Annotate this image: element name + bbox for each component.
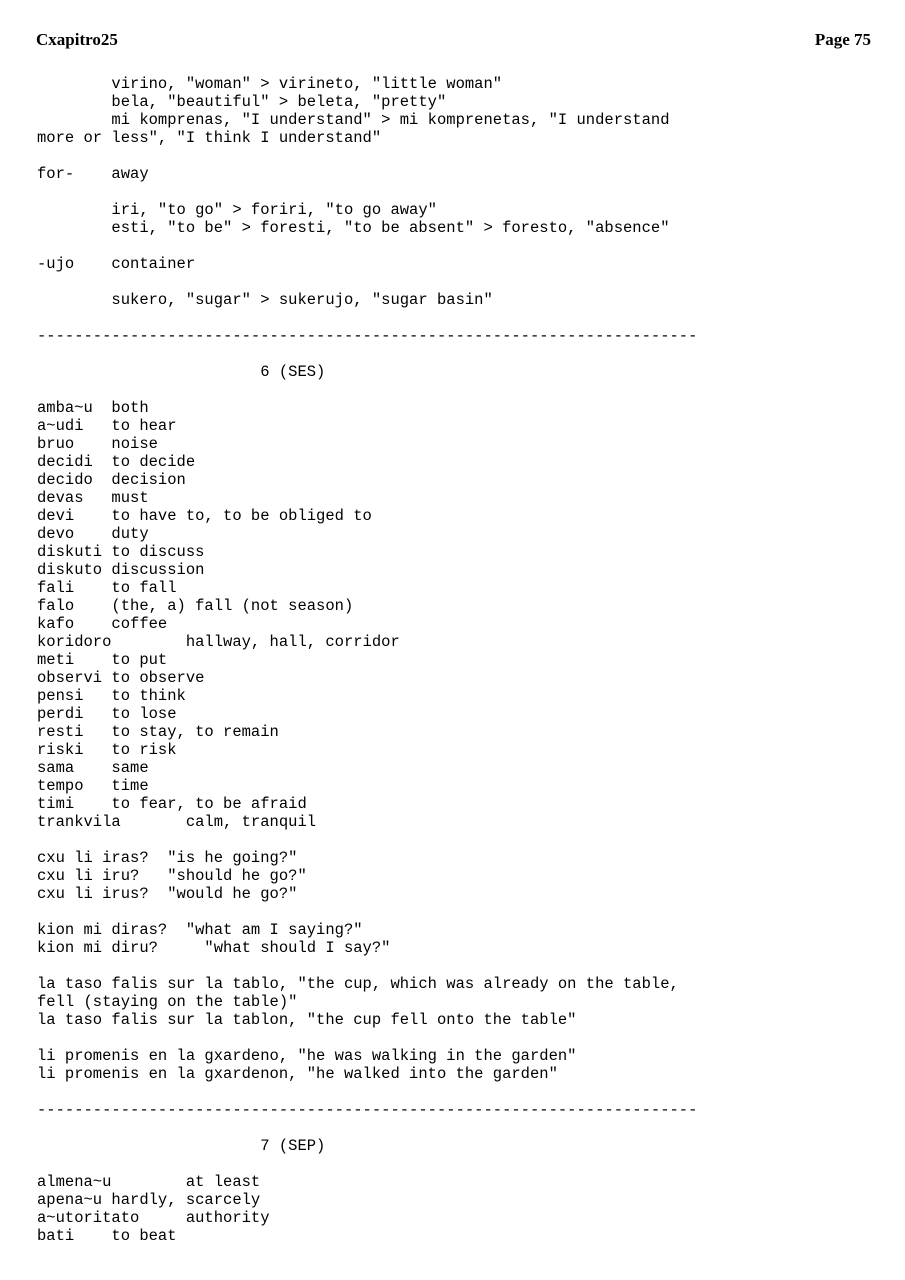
text-line — [37, 345, 885, 363]
text-line: virino, "woman" > virineto, "little woman" — [37, 75, 503, 93]
text-line: diskuto discussion — [37, 561, 205, 579]
text-line: bela, "beautiful" > beleta, "pretty" — [37, 93, 447, 111]
text-line: fali to fall — [37, 579, 177, 597]
text-line: riski to risk — [37, 741, 177, 759]
text-line: kafo coffee — [37, 615, 168, 633]
text-line: fell (staying on the table)" — [37, 993, 298, 1011]
text-line: amba~u both — [37, 399, 149, 417]
text-line: ----------------------------------------------------------------------- — [37, 327, 698, 345]
text-line: cxu li iru? "should he go?" — [37, 867, 307, 885]
text-line: li promenis en la gxardeno, "he was walking in the garden" — [37, 1047, 577, 1065]
text-line: devi to have to, to be obliged to — [37, 507, 372, 525]
page-number: Page 75 — [814, 30, 871, 49]
text-line — [37, 1029, 885, 1047]
text-line: esti, "to be" > foresti, "to be absent" > foresto, "absence" — [37, 219, 670, 237]
text-line — [37, 1083, 885, 1101]
text-line — [37, 183, 885, 201]
text-line: sukero, "sugar" > sukerujo, "sugar basin" — [37, 291, 493, 309]
text-line: decidi to decide — [37, 453, 196, 471]
chapter-title: Cxapitro25 — [36, 30, 118, 49]
text-line: almena~u at least — [37, 1173, 261, 1191]
text-line: bruo noise — [37, 435, 158, 453]
text-line: kion mi diras? "what am I saying?" — [37, 921, 363, 939]
text-line: 6 (SES) — [37, 363, 326, 381]
text-line: meti to put — [37, 651, 168, 669]
text-line: timi to fear, to be afraid — [37, 795, 307, 813]
text-line: trankvila calm, tranquil — [37, 813, 317, 831]
text-line: 7 (SEP) — [37, 1137, 326, 1155]
text-line: bati to beat — [37, 1227, 177, 1245]
text-line — [37, 273, 885, 291]
text-line: observi to observe — [37, 669, 205, 687]
text-line: mi komprenas, "I understand" > mi komprenetas, "I understand — [37, 111, 670, 129]
page-header — [36, 30, 871, 50]
text-line: tempo time — [37, 777, 149, 795]
text-line: kion mi diru? "what should I say?" — [37, 939, 391, 957]
text-line: sama same — [37, 759, 149, 777]
text-line: more or less", "I think I understand" — [37, 129, 382, 147]
text-line — [37, 309, 885, 327]
text-line: devo duty — [37, 525, 149, 543]
text-line: diskuti to discuss — [37, 543, 205, 561]
document-body — [37, 75, 885, 1245]
text-line: for- away — [37, 165, 149, 183]
text-line — [37, 903, 885, 921]
text-line: cxu li iras? "is he going?" — [37, 849, 298, 867]
text-line: koridoro hallway, hall, corridor — [37, 633, 400, 651]
text-line: falo (the, a) fall (not season) — [37, 597, 354, 615]
text-line: resti to stay, to remain — [37, 723, 279, 741]
text-line — [37, 237, 885, 255]
text-line: apena~u hardly, scarcely — [37, 1191, 261, 1209]
text-line: decido decision — [37, 471, 186, 489]
text-line: iri, "to go" > foriri, "to go away" — [37, 201, 437, 219]
text-line: cxu li irus? "would he go?" — [37, 885, 298, 903]
text-line: a~utoritato authority — [37, 1209, 270, 1227]
text-line — [37, 147, 885, 165]
text-line: la taso falis sur la tablo, "the cup, which was already on the table, — [37, 975, 679, 993]
text-line: -ujo container — [37, 255, 196, 273]
text-line: devas must — [37, 489, 149, 507]
text-line: perdi to lose — [37, 705, 177, 723]
text-line: pensi to think — [37, 687, 186, 705]
text-line — [37, 1119, 885, 1137]
text-line — [37, 957, 885, 975]
text-line: ----------------------------------------------------------------------- — [37, 1101, 698, 1119]
text-line: a~udi to hear — [37, 417, 177, 435]
text-line — [37, 1155, 885, 1173]
text-line: li promenis en la gxardenon, "he walked into the garden" — [37, 1065, 558, 1083]
text-line — [37, 381, 885, 399]
text-line: la taso falis sur la tablon, "the cup fell onto the table" — [37, 1011, 577, 1029]
text-line — [37, 831, 885, 849]
